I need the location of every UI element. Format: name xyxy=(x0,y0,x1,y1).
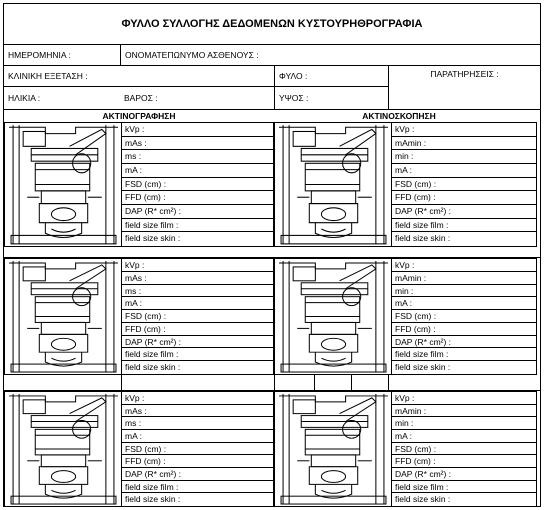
sex-field[interactable] xyxy=(274,66,388,87)
date-label: ΗΜΕΡΟΜΗΝΙΑ : xyxy=(8,49,71,60)
radiography-field-9[interactable]: field size skin : xyxy=(125,494,181,505)
fluoroscopy-field-8[interactable]: field size film : xyxy=(392,219,536,233)
radiography-block-3 xyxy=(4,391,274,507)
fluoroscopy-field-1[interactable]: kVp : xyxy=(392,259,536,272)
radiography-field-2[interactable]: mAs : xyxy=(122,137,273,151)
fluoroscopy-field-9[interactable]: field size skin : xyxy=(395,494,451,505)
fluoroscopy-field-5[interactable]: FSD (cm) : xyxy=(392,178,536,192)
radiography-field-5[interactable]: FSD (cm) : xyxy=(122,178,273,192)
fluoroscopy-field-8[interactable]: field size film : xyxy=(392,348,536,361)
radiography-field-6[interactable]: FFD (cm) : xyxy=(122,191,273,205)
radiography-field-8[interactable]: field size film : xyxy=(122,219,273,233)
radiography-diagram-1 xyxy=(5,123,122,246)
spacer-divider xyxy=(274,375,275,390)
radiography-field-5[interactable]: FSD (cm) : xyxy=(122,310,273,323)
radiography-diagram-2 xyxy=(5,259,122,374)
fluoroscopy-field-3[interactable]: min : xyxy=(392,150,536,164)
fluoroscopy-diagram-3 xyxy=(275,392,392,506)
fluoroscopy-field-4[interactable]: mA : xyxy=(392,297,536,310)
patient-position-diagram xyxy=(275,259,391,374)
fluoroscopy-block-1 xyxy=(274,122,537,247)
age-label: ΗΛΙΚΙΑ : xyxy=(8,93,41,103)
radiography-field-6[interactable]: FFD (cm) : xyxy=(122,455,273,468)
spacer-divider xyxy=(121,375,122,390)
notes-field[interactable] xyxy=(388,66,540,110)
spacer-row-1 xyxy=(4,247,540,258)
fluoroscopy-fields-3 xyxy=(392,392,536,506)
fluoroscopy-field-6[interactable]: FFD (cm) : xyxy=(392,323,536,336)
patient-name-field[interactable] xyxy=(120,44,540,65)
fluoroscopy-diagram-1 xyxy=(275,123,392,246)
patient-position-diagram xyxy=(5,123,121,246)
patient-position-diagram xyxy=(5,259,121,374)
radiography-fields-1 xyxy=(122,123,273,246)
clinical-exam-label: ΚΛΙΝΙΚΗ ΕΞΕΤΑΣΗ : xyxy=(8,71,88,81)
radiography-fields-3 xyxy=(122,392,273,506)
radiography-heading: ΑΚΤΙΝΟΓΡΑΦΗΣΗ xyxy=(102,111,176,121)
radiography-field-3[interactable]: ms : xyxy=(122,285,273,298)
radiography-field-1[interactable]: kVp : xyxy=(122,123,273,137)
height-label: ΥΨΟΣ : xyxy=(279,93,309,103)
fluoroscopy-field-6[interactable]: FFD (cm) : xyxy=(392,191,536,205)
fluoroscopy-field-5[interactable]: FSD (cm) : xyxy=(392,443,536,456)
radiography-field-1[interactable]: kVp : xyxy=(122,392,273,405)
radiography-diagram-3 xyxy=(5,392,122,506)
fluoroscopy-field-7[interactable]: DAP (R* cm²) : xyxy=(392,336,536,349)
fluoroscopy-field-4[interactable]: mA : xyxy=(392,430,536,443)
fluoroscopy-field-8[interactable]: field size film : xyxy=(392,481,536,494)
header-row-3 xyxy=(4,87,388,110)
notes-label: ΠΑΡΑΤΗΡΗΣΕΙΣ : xyxy=(430,69,499,79)
radiography-block-1 xyxy=(4,122,274,247)
radiography-field-7[interactable]: DAP (R* cm²) : xyxy=(122,468,273,481)
weight-label: ΒΑΡΟΣ : xyxy=(124,93,158,103)
radiography-block-2 xyxy=(4,258,274,375)
date-field[interactable] xyxy=(4,44,120,65)
form-title: ΦΥΛΛΟ ΣΥΛΛΟΓΗΣ ΔΕΔΟΜΕΝΩΝ ΚΥΣΤΟΥΡΗΘΡΟΓΡΑΦΙΑ xyxy=(4,4,540,45)
sex-label: ΦΥΛΟ : xyxy=(279,71,308,81)
fluoroscopy-field-1[interactable]: kVp : xyxy=(392,123,536,137)
radiography-field-8[interactable]: field size film : xyxy=(122,348,273,361)
fluoroscopy-field-1[interactable]: kVp : xyxy=(392,392,536,405)
radiography-fields-2 xyxy=(122,259,273,374)
radiography-field-4[interactable]: mA : xyxy=(122,297,273,310)
radiography-field-1[interactable]: kVp : xyxy=(122,259,273,272)
fluoroscopy-field-4[interactable]: mA : xyxy=(392,164,536,178)
spacer-divider xyxy=(388,375,389,390)
fluoroscopy-field-2[interactable]: mAmin : xyxy=(392,137,536,151)
radiography-field-5[interactable]: FSD (cm) : xyxy=(122,443,273,456)
patient-position-diagram xyxy=(275,123,391,246)
fluoroscopy-fields-2 xyxy=(392,259,536,374)
fluoroscopy-fields-1 xyxy=(392,123,536,246)
radiography-field-2[interactable]: mAs : xyxy=(122,405,273,418)
fluoroscopy-field-7[interactable]: DAP (R* cm²) : xyxy=(392,468,536,481)
radiography-field-8[interactable]: field size film : xyxy=(122,481,273,494)
fluoroscopy-field-3[interactable]: min : xyxy=(392,417,536,430)
data-collection-form xyxy=(3,3,541,507)
fluoroscopy-field-2[interactable]: mAmin : xyxy=(392,272,536,285)
fluoroscopy-field-9[interactable]: field size skin : xyxy=(395,362,451,373)
spacer-row-2 xyxy=(4,375,540,391)
radiography-field-7[interactable]: DAP (R* cm²) : xyxy=(122,336,273,349)
radiography-field-3[interactable]: ms : xyxy=(122,417,273,430)
patient-name-label: ΟΝΟΜΑΤΕΠΩΝΥΜΟ ΑΣΘΕΝΟΥΣ : xyxy=(125,49,259,60)
patient-position-diagram xyxy=(275,392,391,506)
header-row-1 xyxy=(4,44,540,66)
height-field[interactable] xyxy=(274,87,388,109)
radiography-field-6[interactable]: FFD (cm) : xyxy=(122,323,273,336)
radiography-field-7[interactable]: DAP (R* cm²) : xyxy=(122,205,273,219)
spacer-divider xyxy=(314,375,315,390)
radiography-field-4[interactable]: mA : xyxy=(122,430,273,443)
fluoroscopy-heading: ΑΚΤΙΝΟΣΚΟΠΗΣΗ xyxy=(362,111,436,121)
fluoroscopy-block-2 xyxy=(274,258,537,375)
weight-field[interactable] xyxy=(120,87,274,109)
spacer-divider xyxy=(351,375,352,390)
radiography-field-3[interactable]: ms : xyxy=(122,150,273,164)
fluoroscopy-field-5[interactable]: FSD (cm) : xyxy=(392,310,536,323)
radiography-field-4[interactable]: mA : xyxy=(122,164,273,178)
radiography-field-9[interactable]: field size skin : xyxy=(125,362,181,373)
fluoroscopy-field-9[interactable]: field size skin : xyxy=(395,233,451,244)
fluoroscopy-block-3 xyxy=(274,391,537,507)
fluoroscopy-field-7[interactable]: DAP (R* cm²) : xyxy=(392,205,536,219)
patient-position-diagram xyxy=(5,392,121,506)
fluoroscopy-field-6[interactable]: FFD (cm) : xyxy=(392,455,536,468)
fluoroscopy-diagram-2 xyxy=(275,259,392,374)
radiography-field-2[interactable]: mAs : xyxy=(122,272,273,285)
fluoroscopy-field-2[interactable]: mAmin : xyxy=(392,405,536,418)
radiography-field-9[interactable]: field size skin : xyxy=(125,233,181,244)
clinical-exam-field[interactable] xyxy=(4,66,274,87)
fluoroscopy-field-3[interactable]: min : xyxy=(392,285,536,298)
age-field[interactable] xyxy=(4,87,120,109)
